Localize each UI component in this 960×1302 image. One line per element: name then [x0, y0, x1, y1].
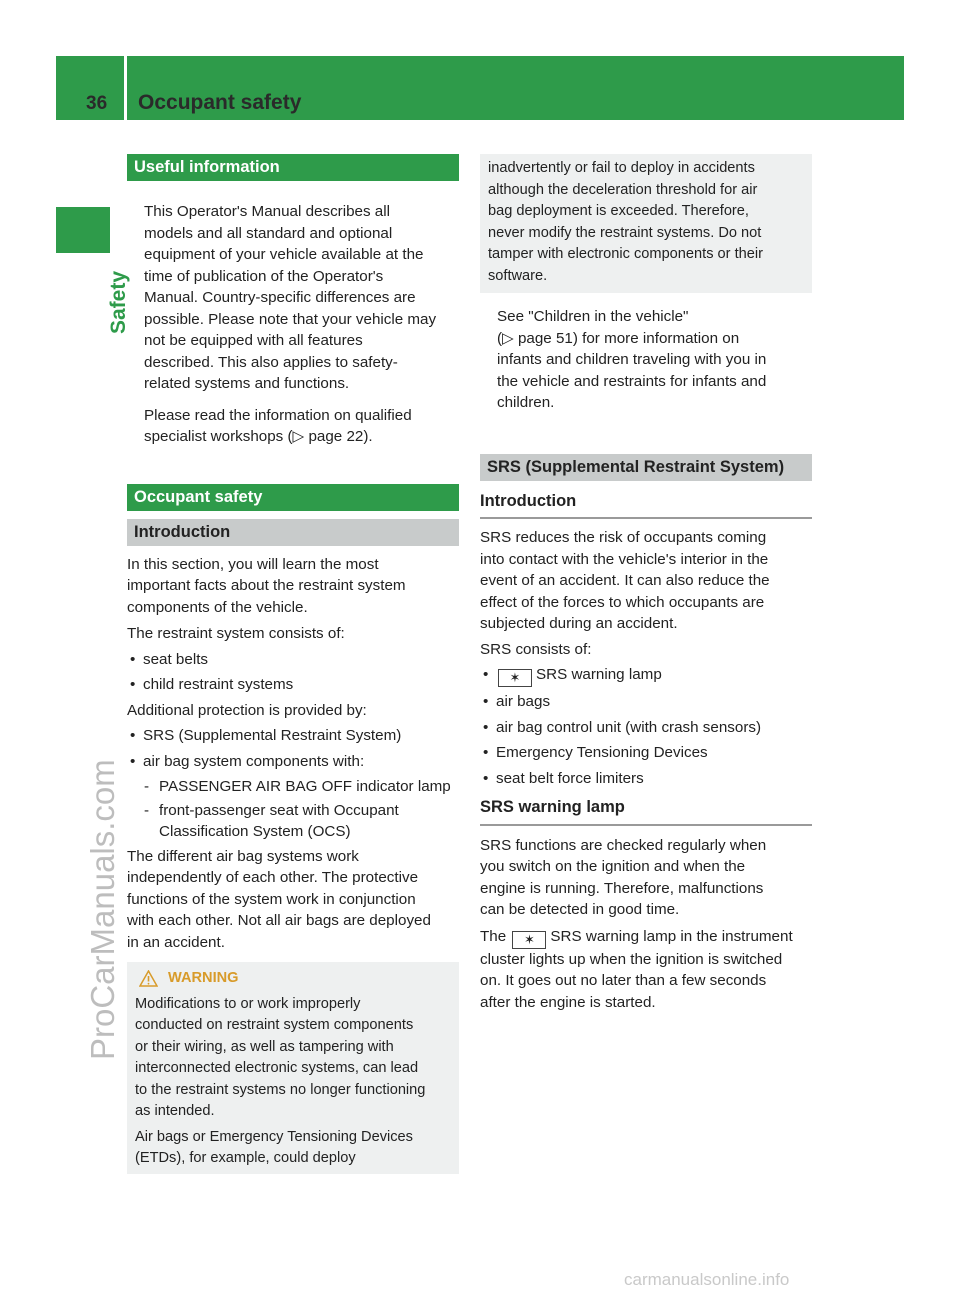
- consists-list: [127, 649, 459, 696]
- text-line: inadvertently or fail to deploy in accidents: [488, 160, 755, 176]
- section-tab-label: Safety: [107, 270, 130, 334]
- bullet-marker: •: [483, 769, 489, 787]
- warning-paragraph-1: [135, 994, 451, 1123]
- info-note-text: [144, 201, 459, 395]
- srs-warning-lamp-heading: SRS warning lamp: [480, 797, 812, 826]
- warning-continued-text: [488, 158, 804, 287]
- side-watermark: ProCarManuals.com: [84, 759, 121, 1060]
- text-line: important facts about the restraint system: [127, 577, 406, 594]
- bullet-marker: •: [130, 650, 136, 668]
- text-line: software.: [488, 267, 548, 284]
- text-line: the vehicle and restraints for infants and: [497, 372, 767, 390]
- text-line: you switch on the ignition and when the: [480, 858, 746, 875]
- text-line: infants and children traveling with you in: [497, 351, 767, 368]
- text-line: SRS reduces the risk of occupants coming: [480, 529, 767, 546]
- srs-list: [480, 664, 812, 789]
- lamp-paragraph: [480, 835, 812, 921]
- text-line: never modify the restraint systems. Do not: [488, 224, 762, 241]
- list-item-label: seat belts: [143, 650, 209, 668]
- text-line: not be equipped with all features: [144, 332, 363, 349]
- list-item: [480, 664, 812, 687]
- text-line: effect of the forces to which occupants are: [480, 593, 765, 611]
- text-line: functions of the system work in conjunction: [127, 890, 416, 908]
- text-line: event of an accident. It can also reduce the: [480, 572, 770, 589]
- text-line: SRS functions are checked regularly when: [480, 836, 767, 854]
- text-line: components of the vehicle.: [127, 598, 308, 616]
- text-line: with each other. Not all air bags are deployed: [127, 912, 431, 929]
- text-line: conducted on restraint system components: [135, 1017, 414, 1033]
- intro-paragraph: [127, 554, 459, 619]
- text-line: Please read the information on qualified: [144, 406, 412, 424]
- text-line: PASSENGER AIR BAG OFF indicator lamp: [159, 778, 451, 795]
- text-line: cluster lights up when the ignition is switched: [480, 950, 783, 968]
- text-line: possible. Please note that your vehicle may: [144, 310, 437, 328]
- text-line: after the engine is started.: [480, 993, 656, 1011]
- text-line: related systems and functions.: [144, 375, 350, 392]
- list-item-label: Emergency Tensioning Devices: [496, 744, 708, 761]
- text-line: Classification System (OCS): [159, 823, 351, 840]
- occupant-safety-heading: Occupant safety: [127, 484, 459, 511]
- text-line: bag deployment is exceeded. Therefore,: [488, 203, 749, 219]
- right-column: [480, 154, 812, 1013]
- text-line: although the deceleration threshold for air: [488, 181, 758, 198]
- bullet-marker: •: [130, 727, 136, 744]
- text-line: Manual. Country-specific differences are: [144, 289, 416, 306]
- introduction-heading: Introduction: [127, 519, 459, 546]
- list-item-label: child restraint systems: [143, 676, 294, 693]
- info-note-manual: [127, 201, 459, 395]
- bullet-marker: •: [483, 744, 489, 761]
- warning-box-continued: [480, 154, 812, 293]
- info-icon: i: [127, 203, 140, 219]
- text-line: into contact with the vehicle's interior in the: [480, 550, 769, 568]
- text-line: can be detected in good time.: [480, 901, 680, 918]
- additional-paragraph: Additional protection is provided by:: [127, 701, 367, 719]
- list-item: [127, 725, 459, 747]
- warning-triangle-icon: [139, 970, 158, 987]
- left-column: [127, 154, 459, 1174]
- srs-introduction-heading: Introduction: [480, 491, 812, 520]
- text-line: described. This also applies to safety-: [144, 353, 398, 371]
- text-line: subjected during an accident.: [480, 615, 678, 632]
- lamp-paragraph-2-rest: [480, 949, 812, 1014]
- text-line: The different air bag systems work: [127, 847, 359, 865]
- srs-consists-paragraph: SRS consists of:: [480, 640, 592, 658]
- text-line: engine is running. Therefore, malfunctions: [480, 879, 764, 897]
- bottom-watermark: carmanualsonline.info: [624, 1270, 790, 1289]
- text-line: in an accident.: [127, 933, 225, 951]
- warning-box: [127, 962, 459, 1174]
- list-item-label: seat belt force limiters: [496, 769, 644, 787]
- useful-information-heading: Useful information: [127, 154, 459, 181]
- bullet-marker: •: [483, 718, 489, 736]
- list-item: [480, 717, 812, 739]
- info-icon: i: [480, 308, 493, 324]
- text-line: specialist workshops (▷ page 22).: [144, 428, 373, 445]
- dash-marker: -: [144, 801, 150, 819]
- page-number: 36: [86, 93, 108, 114]
- srs-airbag-lamp-icon: ✶: [512, 931, 546, 949]
- info-note-children: [480, 306, 812, 414]
- text-line: models and all standard and optional: [144, 224, 393, 242]
- text-line: This Operator's Manual describes all: [144, 203, 391, 220]
- text-line: on. It goes out no later than a few seconds: [480, 972, 767, 989]
- list-item-label: air bag system components with:: [143, 752, 365, 770]
- dash-marker: -: [144, 778, 150, 795]
- srs-intro-paragraph: [480, 527, 812, 635]
- text-line: Air bags or Emergency Tensioning Devices: [135, 1128, 413, 1145]
- bullet-marker: •: [130, 676, 136, 693]
- warning-header: [135, 968, 451, 990]
- sub-list-item: [127, 776, 459, 798]
- list-item: [480, 742, 812, 764]
- text-line: Modifications to or work improperly: [135, 995, 361, 1012]
- list-item: [127, 649, 459, 671]
- list-item-label: air bags: [496, 693, 551, 710]
- header-divider: [124, 56, 127, 120]
- text-line: independently of each other. The protective: [127, 869, 419, 886]
- sub-list-item: [127, 800, 459, 843]
- bullet-marker: •: [483, 693, 489, 710]
- text-line: interconnected electronic systems, can lead: [135, 1060, 419, 1076]
- list-item-label: SRS warning lamp: [536, 666, 662, 683]
- info-note-text: [144, 405, 459, 448]
- text-line: time of publication of the Operator's: [144, 267, 384, 285]
- text-line: or their wiring, as well as tampering with: [135, 1038, 394, 1055]
- lamp-paragraph-2: [480, 926, 812, 1014]
- list-item-label: SRS (Supplemental Restraint System): [143, 727, 402, 744]
- info-icon: i: [127, 407, 140, 423]
- text-line: children.: [497, 394, 555, 411]
- list-item-label: air bag control unit (with crash sensors): [496, 718, 762, 736]
- info-note-text: [497, 306, 812, 414]
- list-item: [127, 751, 459, 773]
- text-line: front-passenger seat with Occupant: [159, 801, 399, 819]
- page-title: Occupant safety: [138, 91, 302, 114]
- text-line: (ETDs), for example, could deploy: [135, 1150, 356, 1166]
- text-line: (▷ page 51) for more information on: [497, 329, 740, 347]
- text-line: In this section, you will learn the most: [127, 555, 379, 573]
- lamp-paragraph-2-first-line: The ✶ SRS warning lamp in the instrument: [480, 927, 793, 947]
- warning-paragraph-2: [135, 1127, 451, 1170]
- text-line: tamper with electronic components or their: [488, 246, 763, 262]
- text-line: See "Children in the vehicle": [497, 308, 689, 325]
- list-item: [480, 768, 812, 790]
- list-item: [127, 674, 459, 696]
- srs-heading: SRS (Supplemental Restraint System): [480, 454, 812, 481]
- info-note-workshops: [127, 405, 459, 448]
- text-line: to the restraint systems no longer functioning: [135, 1081, 426, 1098]
- srs-airbag-lamp-icon: ✶: [498, 669, 532, 687]
- text-line: as intended.: [135, 1103, 215, 1119]
- systems-paragraph: [127, 846, 459, 954]
- text-line: equipment of your vehicle available at the: [144, 246, 424, 263]
- consists-paragraph: The restraint system consists of:: [127, 625, 345, 642]
- sub-list: [127, 776, 459, 843]
- bullet-marker: •: [483, 666, 489, 683]
- additional-list: [127, 725, 459, 772]
- bullet-marker: •: [130, 752, 136, 770]
- warning-label: WARNING: [168, 970, 239, 986]
- list-item: [480, 691, 812, 713]
- section-tab-marker: [56, 207, 110, 253]
